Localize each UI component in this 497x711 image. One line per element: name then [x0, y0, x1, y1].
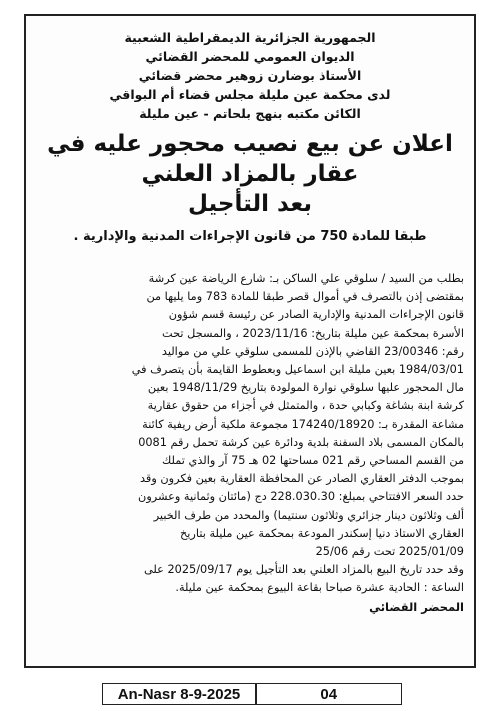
body-line: الساعة : الحادية عشرة صباحا بقاعة البيوع بمحكمة عين مليلة.	[175, 581, 464, 595]
body-line: من القسم المساحي رقم 021 مساحتها 02 هـ 75 آر والذي تملك	[162, 454, 464, 468]
body-line: ألف وثلاثون دينار جزائري وثلاثون سنتيما) والمحدد من طرف الخبير	[153, 508, 464, 522]
signature: المحضر القضائي	[369, 599, 464, 614]
body-line: بموجب الدفتر العقاري الصادر عن المحافظة العقارية بعين فكرون وقد	[139, 472, 464, 486]
page-number: 04	[320, 685, 338, 703]
body-line: رقم: 23/00346 القاضي بالإذن للمسمى سلوقي علي من مواليد	[161, 344, 464, 358]
notice-body	[26, 270, 474, 598]
body-line: الأسرة بمحكمة عين مليلة بتاريخ: 2023/11/16 ، والمسجل تحت	[162, 326, 464, 340]
header-line-5: الكائن مكتبه بنهج بلحاتم - عين مليلة	[139, 106, 361, 121]
notice-title-line-1: اعلان عن بيع نصيب محجور عليه في عقار بالمزاد العلني	[47, 131, 453, 187]
header-line-3: الأستاذ بوضارن زوهير محضر قضائي	[138, 68, 362, 83]
notice-title-line-2: بعد التأجيل	[188, 191, 312, 217]
body-line: مال المحجور عليها سلوقي نوارة المولودة بتاريخ 1948/11/29 بعين	[147, 381, 464, 395]
body-line: حدد السعر الافتتاحي بمبلغ: 228.030.30 دج (مائتان وثمانية وعشرون	[138, 490, 464, 504]
notice-title	[26, 129, 474, 219]
newspaper-date: An-Nasr 8-9-2025	[117, 685, 241, 703]
body-line: كرشة ابنة بشاغة وكبابي حدة ، والمتمثل في أجزاء من حقوق عقارية	[147, 399, 464, 413]
body-line: وقد حدد تاريخ البيع بالمزاد العلني بعد التأجيل يوم 2025/09/17 على	[144, 563, 464, 577]
body-line: بطلب من السيد / سلوقي علي الساكن بـ: شارع الرياضة عين كرشة	[148, 272, 464, 285]
body-line: مشاعة المقدرة بـ: 174240/18920 مجموعة ملكية أرض ريفية كائنة	[142, 417, 464, 431]
legal-basis: طبقا للمادة 750 من قانون الإجراءات المدنية والإدارية .	[73, 229, 427, 244]
body-line: 2025/01/09 تحت رقم 25/06	[315, 545, 464, 559]
body-line: بالمكان المسمى بلاد السفنة بلدية ودائرة عين كرشة تحمل رقم 0081	[138, 435, 464, 449]
legal-notice	[24, 14, 476, 668]
body-line: بمقتضى إذن بالتصرف في أموال قصر طبقا للمادة 783 وما يليها من	[146, 290, 464, 304]
body-line: 1984/03/01 بعين مليلة ابن اسماعيل وبعطوط القايمة بأن يتصرف في	[131, 363, 464, 377]
header-line-2: الديوان العمومي للمحضر القضائي	[145, 49, 355, 64]
header-line-1: الجمهورية الجزائرية الديمقراطية الشعبية	[124, 30, 376, 45]
header-line-4: لدى محكمة عين مليلة مجلس قضاء أم البواقي	[109, 87, 391, 102]
publication-footer	[102, 683, 402, 705]
issuer-header	[26, 16, 474, 123]
body-line: العقاري الاستاذ دنيا إسكندر المودعة بمحكمة عين مليلة بتاريخ	[179, 526, 464, 540]
body-line: قانون الإجراءات المدنية والإدارية الصادر عن رئيسة قسم شؤون	[168, 308, 464, 322]
